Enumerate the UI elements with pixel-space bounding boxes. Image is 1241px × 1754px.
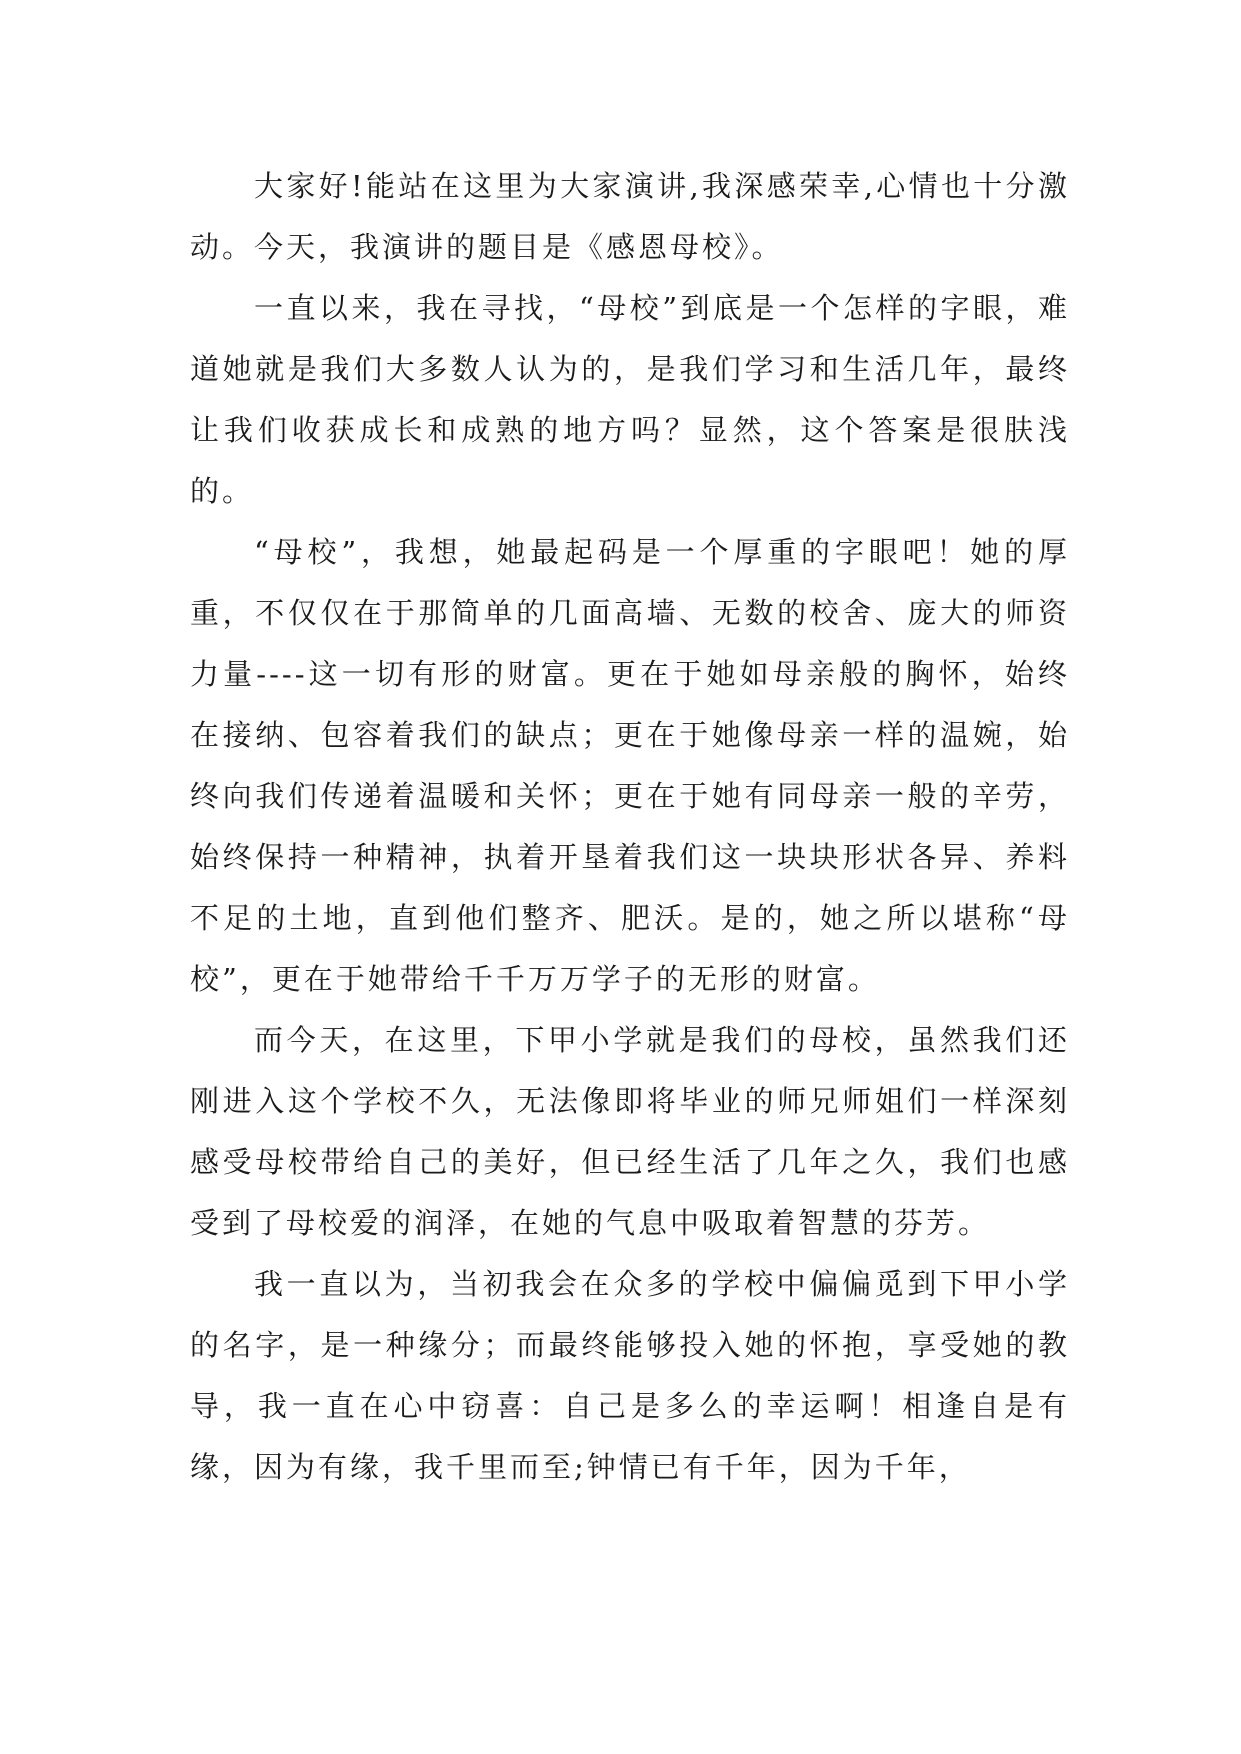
speech-body — [190, 156, 1070, 1498]
paragraph-alma-mater-weight: “母校”，我想，她最起码是一个厚重的字眼吧！她的厚重，不仅仅在于那简单的几面高墙、无数的校舍、庞大的师资力量----这一切有形的财富。更在于她如母亲般的胸怀，始终在接纳、包容着我们的缺点；更在于她像母亲一样的温婉，始终向我们传递着温暖和关怀；更在于她有同母亲一般的辛劳，始终保持一种精神，执着开垦着我们这一块块形状各异、养料不足的土地，直到他们整齐、肥沃。是的，她之所以堪称“母校”，更在于她带给千千万万学子的无形的财富。 — [190, 535, 1070, 996]
paragraph-fate: 我一直以为，当初我会在众多的学校中偏偏觅到下甲小学的名字，是一种缘分；而最终能够投入她的怀抱，享受她的教导，我一直在心中窃喜：自己是多么的幸运啊！相逢自是有缘，因为有缘，我千里而至;钟情已有千年，因为千年， — [190, 1267, 1070, 1484]
paragraph-greeting: 大家好!能站在这里为大家演讲,我深感荣幸,心情也十分激动。今天，我演讲的题目是《感恩母校》。 — [190, 169, 1070, 264]
paragraph-our-school: 而今天，在这里，下甲小学就是我们的母校，虽然我们还刚进入这个学校不久，无法像即将毕业的师兄师姐们一样深刻感受母校带给自己的美好，但已经生活了几年之久，我们也感受到了母校爱的润泽，在她的气息中吸取着智慧的芬芳。 — [190, 1023, 1070, 1240]
paragraph-searching-meaning: 一直以来，我在寻找，“母校”到底是一个怎样的字眼，难道她就是我们大多数人认为的，是我们学习和生活几年，最终让我们收获成长和成熟的地方吗？显然，这个答案是很肤浅的。 — [190, 291, 1070, 508]
